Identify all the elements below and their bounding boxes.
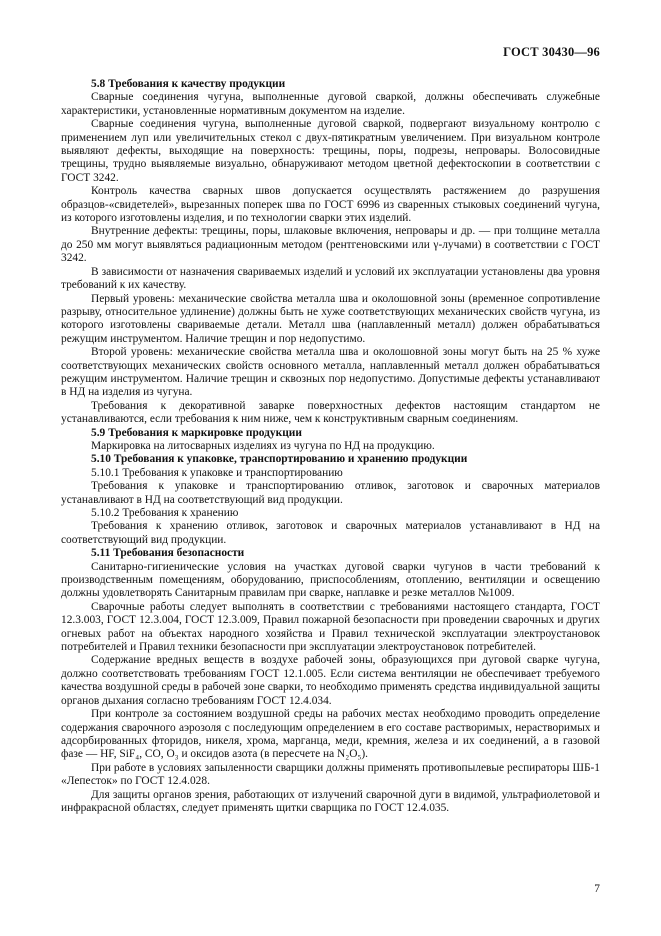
paragraph: Первый уровень: механические свойства металла шва и околошовной зоны (временное сопротивление разрыву, относительное удлинение) должны быть не хуже соответствующих механических свойств чугуна, из которого изготовлены свариваемые детали. Металл шва (наплавленный металл) должен обрабатываться режущим инструментом. Наличие трещин и пор недопустимо. [61,292,600,345]
paragraph: При контроле за состоянием воздушной среды на рабочих местах необходимо проводить определение содержания сварочного аэрозоля с последующим определением в его составе растворимых, нерастворимых и адсорбированных фторидов, никеля, хрома, марганца, меди, кремния, железа и их соединений, а в газовой фазе — HF, SiF₄, CO, O₃ и оксидов азота (в пересчете на N₂O₅). [61,708,600,761]
paragraph: Сварочные работы следует выполнять в соответствии с требованиями настоящего стандарта, ГОСТ 12.3.003, ГОСТ 12.3.004, ГОСТ 12.3.009, Правил пожарной безопасности при проведении сварочных и других огневых работ на объектах народного хозяйства и Правил технической эксплуатации электроустановок потребителей и Правил техники безопасности при эксплуатации электроустановок потребителей. [61,600,600,654]
paragraph: При работе в условиях запыленности сварщики должны применять противопылевые респираторы ШБ-1 «Лепесток» по ГОСТ 12.4.028. [61,761,600,788]
page-number: 7 [594,883,600,895]
section-heading: 5.9 Требования к маркировке продукции [91,426,302,439]
subsection-heading: 5.10.2 Требования к хранению [91,507,239,519]
doc-code-header: ГОСТ 30430—96 [503,45,600,59]
section-heading: 5.8 Требования к качеству продукции [91,78,286,90]
paragraph: Требования к декоративной заварке поверхностных дефектов настоящим стандартом не устанавливаются, если требования к ним ниже, чем к конструктивным сварным соединениям. [61,399,600,426]
paragraph: Внутренние дефекты: трещины, поры, шлаковые включения, непровары и др. — при толщине металла до 250 мм могут выявляться радиационным методом (рентгеновскими или γ-лучами) в соответствии с ГОСТ 3242. [61,225,600,265]
document-body [61,78,600,815]
paragraph: В зависимости от назначения свариваемых изделий и условий их эксплуатации установлены два уровня требований к их качеству. [61,265,600,292]
paragraph: Для защиты органов зрения, работающих от излучений сварочной дуги в видимой, ультрафиолетовой и инфракрасной областях, следует применять щитки сварщика по ГОСТ 12.4.035. [61,788,600,814]
paragraph: Второй уровень: механические свойства металла шва и околошовной зоны могут быть на 25 % хуже соответствующих механических свойств основного металла, наплавленный металл должен обрабатываться режущим инструментом. Наличие трещин и сквозных пор недопустимо. Допустимые дефекты устанавливают в НД на изделия из чугуна. [61,346,600,399]
paragraph: Требования к упаковке и транспортированию отливок, заготовок и сварочных материалов устанавливают в НД на соответствующий вид продукции. [61,480,600,506]
paragraph: Маркировка на литосварных изделиях из чугуна по НД на продукцию. [91,439,435,452]
section-heading: 5.10 Требования к упаковке, транспортированию и хранению продукции [91,453,468,466]
section-heading: 5.11 Требования безопасности [91,547,245,560]
subsection-heading: 5.10.1 Требования к упаковке и транспортированию [91,466,343,479]
paragraph: Санитарно-гигиенические условия на участках дуговой сварки чугунов в части требований к производственным помещениям, оборудованию, приспособлениям, отоплению, вентиляции и освещению должны удовлетворять Санитарным правилам при сварке, наплавке и резке металлов №1009. [61,560,600,600]
paragraph: Контроль качества сварных швов допускается осуществлять растяжением до разрушения образцов-«свидетелей», вырезанных поперек шва по ГОСТ 6996 из сваренных стыковых соединений чугуна, из которого изготовлены изделия, и по технологии сварки этих изделий. [61,185,600,225]
paragraph: Сварные соединения чугуна, выполненные дуговой сваркой, должны обеспечивать служебные характеристики, установленные нормативным документом на изделие. [61,91,600,117]
paragraph: Сварные соединения чугуна, выполненные дуговой сваркой, подвергают визуальному контролю с применением луп или увеличительных стекол с двух-пятикратным увеличением. При визуальном контроле выявляют дефекты, выходящие на поверхность: трещины, поры, подрезы, непровары. Волосовидные трещины, трудно выявляемые визуально, обнаруживают методом цветной дефектоскопии в соответствии с ГОСТ 3242. [61,118,600,184]
paragraph: Содержание вредных веществ в воздухе рабочей зоны, образующихся при дуговой сварке чугуна, должно соответствовать требованиям ГОСТ 12.1.005. Если система вентиляции не обеспечивает требуемого качества воздушной среды в рабочей зоне сварки, то необходимо применять средства индивидуальной защиты органов дыхания согласно требованиям ГОСТ 12.4.034. [61,654,600,707]
paragraph: Требования к хранению отливок, заготовок и сварочных материалов устанавливают в НД на соответствующий вид продукции. [61,520,600,546]
